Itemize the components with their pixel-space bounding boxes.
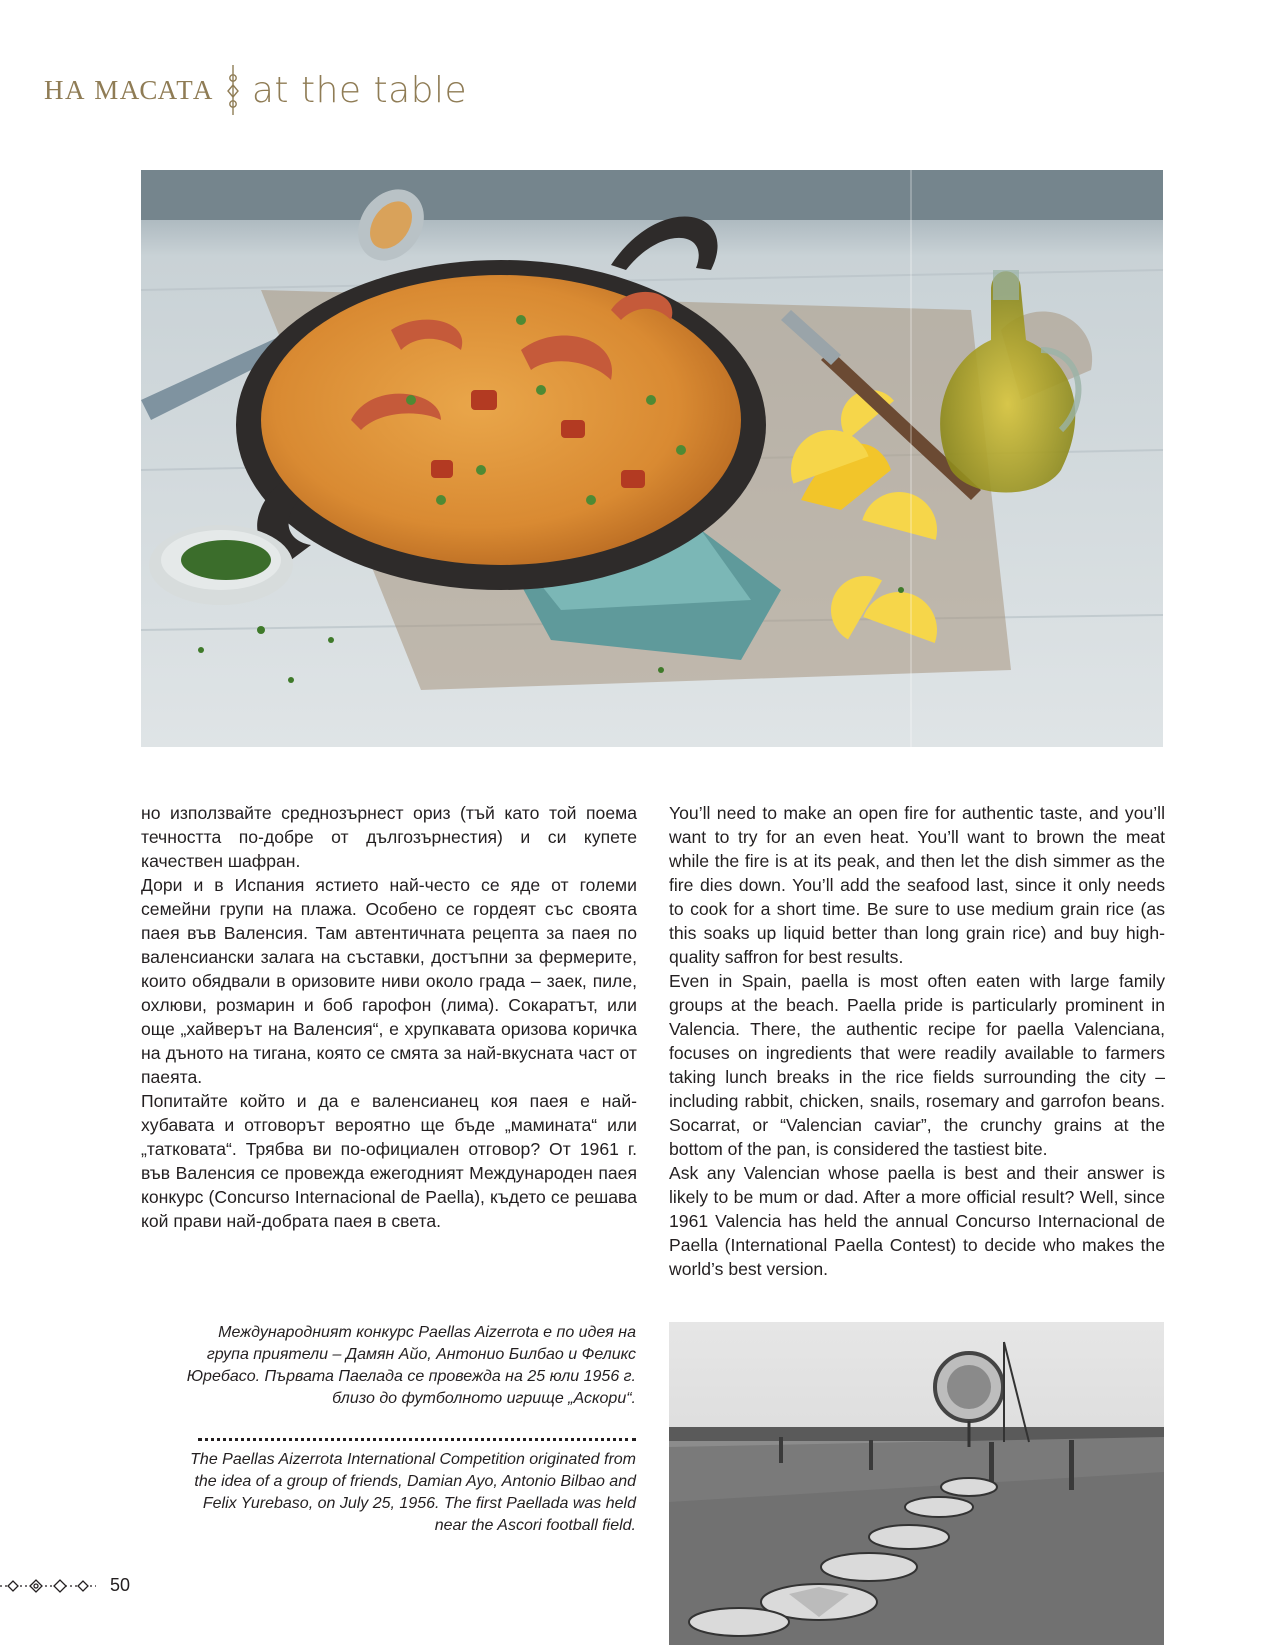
ornament-divider-icon xyxy=(222,65,244,115)
paragraph: Ask any Valencian whose paella is best and their answer is likely to be mum or dad. After a more official result? Well, since 1961 Valencia has held the annual Concurso Internacional de Paella (International Paella Contest) to decide who makes the world’s best version. xyxy=(669,1163,1165,1279)
section-title-bg: НА МАСАТА xyxy=(44,74,214,105)
photo-caption-en: The Paellas Aizerrota International Competition originated from the idea of a group of friends, Damian Ayo, Antonio Bilbao and Felix Yurebaso, on July 25, 1956. The first Paellada was held near the Ascori football field. xyxy=(190,1451,636,1534)
article-column-bg xyxy=(141,801,637,1233)
paragraph: Дори и в Испания ястието най-често се яде от големи семейни групи на плажа. Особено се гордеят със своята паея във Валенсия. Там автентичната рецепта за паея по валенсиански залага на съставки, достъпни за фермерите, които обядвали в оризовите ниви около града – заек, пиле, охлюви, розмарин и боб гарофон (лима). Сокаратът, или още „хайверът на Валенсия“, е хрупкавата оризова коричка на дъното на тигана, която се смята за най-вкусната част от паеята. xyxy=(141,875,637,1087)
footer-ornament-icon xyxy=(0,1575,96,1597)
section-header xyxy=(44,64,467,116)
caption-divider xyxy=(198,1438,636,1441)
paella-photo xyxy=(141,170,1163,747)
section-title-en: at the table xyxy=(251,69,468,111)
paragraph: Even in Spain, paella is most often eaten with large family groups at the beach. Paella pride is particularly prominent in Valencia. There, the authentic recipe for paella Valenciana, focuses on ingredients that were readily available to farmers taking lunch breaks in the rice fields surrounding the city – including rabbit, chicken, snails, rosemary and garrofon beans. Socarrat, or “Valencian caviar”, the crunchy grains at the bottom of the pan, is considered the tastiest bite. xyxy=(669,971,1165,1159)
photo-caption-bg: Международният конкурс Paellas Aizerrota е по идея на група приятели – Дамян Айо, Антонио Билбао и Феликс Юребасо. Първата Паелада се провежда на 25 юли 1956 г. близо до футболното игрище „Аскори“. xyxy=(186,1324,636,1407)
page-number: 50 xyxy=(110,1575,131,1595)
article-column-en xyxy=(669,801,1165,1281)
paragraph: но използвайте среднозърнест ориз (тъй като той поема течността по-добре от дългозърнестия) и си купете качествен шафран. xyxy=(141,803,637,871)
paragraph: Попитайте който и да е валенсианец коя паея е най-хубавата и отговорът вероятно ще бъде „мамината“ или „татковата“. Трябва ви по-официален отговор? От 1961 г. във Валенсия се провежда ежегодният Международен паея конкурс (Concurso Internacional de Paella), където се решава кой прави най-добрата паея в света. xyxy=(141,1091,637,1231)
historic-contest-photo xyxy=(669,1322,1164,1645)
paragraph: You’ll need to make an open fire for authentic taste, and you’ll want to try for an even heat. You’ll want to brown the meat while the fire is at its peak, and then let the dish simmer as the fire dies down. You’ll add the seafood last, since it only needs to cook for a short time. Be sure to use medium grain rice (as this soaks up liquid better than long grain rice) and buy high-quality saffron for best results. xyxy=(669,803,1165,967)
